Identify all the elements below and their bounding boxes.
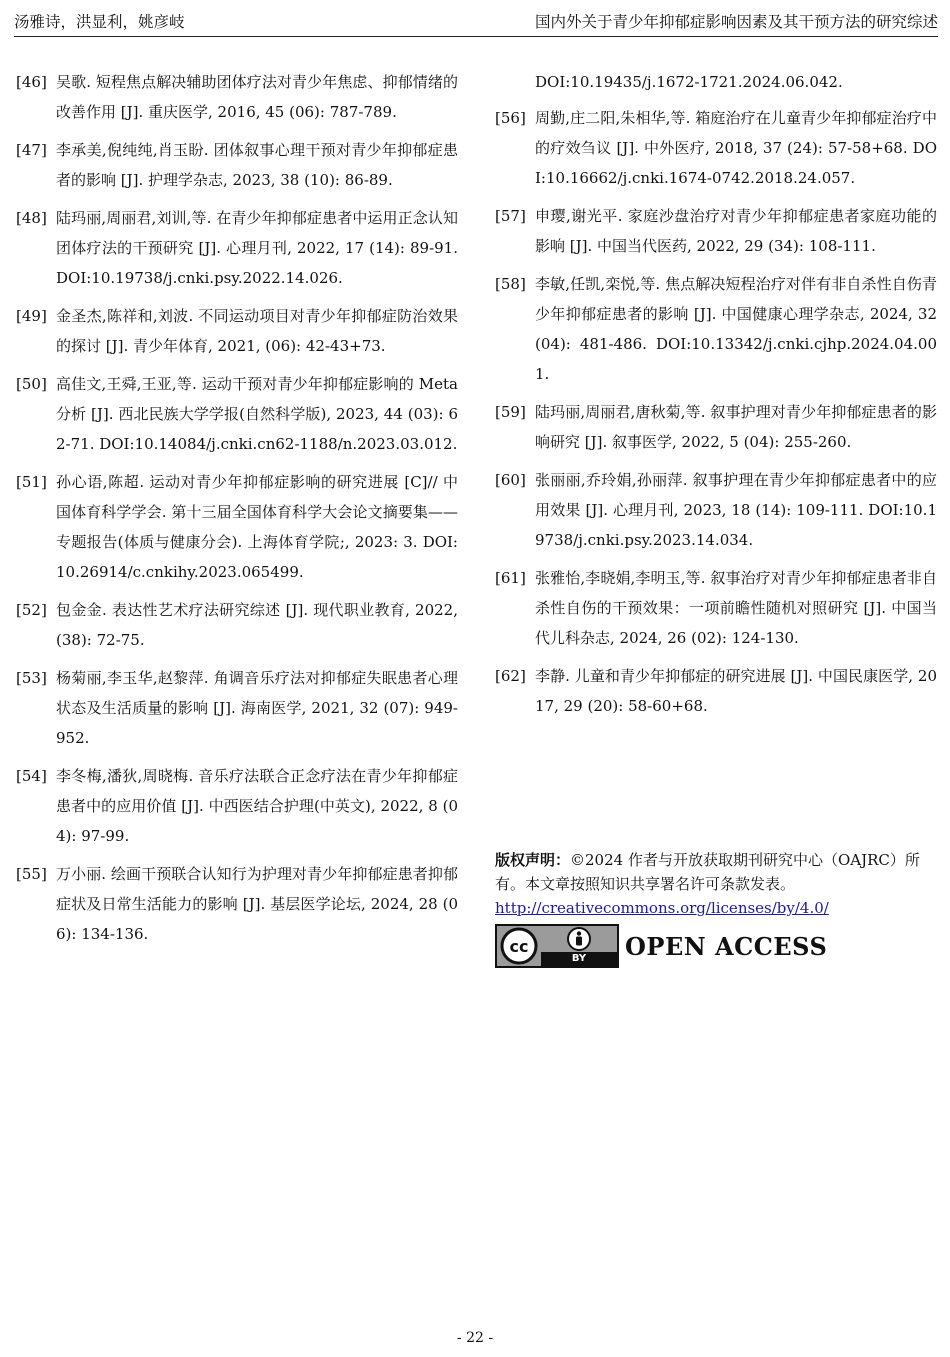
reference-number: [52] (16, 601, 47, 619)
reference-text: 李承美,倪纯纯,肖玉盼. 团体叙事心理干预对青少年抑郁症患者的影响 [J]. 护理学杂志, 2023, 38 (10): 86-89. (56, 141, 458, 189)
header-authors: 汤雅诗，洪显利，姚彦岐 (14, 13, 185, 31)
cc-by-badge[interactable] (495, 924, 619, 968)
reference-item (16, 203, 458, 293)
reference-item (495, 201, 937, 261)
reference-item (495, 563, 937, 653)
reference-number: [62] (495, 667, 526, 685)
reference-item (16, 595, 458, 655)
open-access-label: OPEN ACCESS (625, 931, 828, 961)
reference-number: [51] (16, 473, 47, 491)
reference-text: 杨菊丽,李玉华,赵黎萍. 角调音乐疗法对抑郁症失眠患者心理状态及生活质量的影响 [J]. 海南医学, 2021, 32 (07): 949-952. (56, 669, 458, 747)
by-panel (541, 926, 617, 966)
reference-number: [46] (16, 73, 47, 91)
by-label: BY (571, 953, 587, 964)
reference-text: 包金金. 表达性艺术疗法研究综述 [J]. 现代职业教育, 2022, (38): 72-75. (56, 601, 458, 649)
reference-number: [55] (16, 865, 47, 883)
reference-item (495, 397, 937, 457)
reference-item (16, 859, 458, 949)
reference-number: [57] (495, 207, 526, 225)
reference-text: 孙心语,陈超. 运动对青少年抑郁症影响的研究进展 [C]// 中国体育科学学会. 第十三届全国体育科学大会论文摘要集——专题报告(体质与健康分会). 上海体育学院;, 2023: 3. DOI:10.26914/c.cnkihy.2023.065499. (56, 473, 458, 581)
reference-item (16, 369, 458, 459)
copyright-notice (495, 848, 937, 920)
references-left-column (16, 67, 458, 957)
reference-item (16, 761, 458, 851)
reference-item (495, 661, 937, 721)
reference-number: [47] (16, 141, 47, 159)
reference-text: 申璎,谢光平. 家庭沙盘治疗对青少年抑郁症患者家庭功能的影响 [J]. 中国当代医药, 2022, 29 (34): 108-111. (535, 207, 937, 255)
reference-number: [54] (16, 767, 47, 785)
reference-number: [60] (495, 471, 526, 489)
reference-text: 李冬梅,潘狄,周晓梅. 音乐疗法联合正念疗法在青少年抑郁症患者中的应用价值 [J]. 中西医结合护理(中英文), 2022, 8 (04): 97-99. (56, 767, 458, 845)
reference-text: 李静. 儿童和青少年抑郁症的研究进展 [J]. 中国民康医学, 2017, 29 (20): 58-60+68. (535, 667, 937, 715)
references-right-column (495, 67, 937, 729)
reference-number: [58] (495, 275, 526, 293)
references-right-list (495, 103, 937, 721)
copyright-text: ©2024 作者与开放获取期刊研究中心（OAJRC）所有。本文章按照知识共享署名许可条款发表。 (495, 851, 920, 893)
reference-number: [61] (495, 569, 526, 587)
open-access-row (495, 924, 827, 968)
reference-number: [56] (495, 109, 526, 127)
reference-item (495, 103, 937, 193)
reference-number: [59] (495, 403, 526, 421)
reference-text: 陆玛丽,周丽君,唐秋菊,等. 叙事护理对青少年抑郁症患者的影响研究 [J]. 叙事医学, 2022, 5 (04): 255-260. (535, 403, 937, 451)
reference-text: 陆玛丽,周丽君,刘训,等. 在青少年抑郁症患者中运用正念认知团体疗法的干预研究 [J]. 心理月刊, 2022, 17 (14): 89-91. DOI:10.19738/j.cnki.psy.2022.14.026. (56, 209, 458, 287)
reference-item (16, 135, 458, 195)
reference-text: 吴歌. 短程焦点解决辅助团体疗法对青少年焦虑、抑郁情绪的改善作用 [J]. 重庆医学, 2016, 45 (06): 787-789. (56, 73, 458, 121)
reference-number: [50] (16, 375, 47, 393)
running-header (14, 10, 938, 37)
reference-text: 张雅怡,李晓娟,李明玉,等. 叙事治疗对青少年抑郁症患者非自杀性自伤的干预效果：一项前瞻性随机对照研究 [J]. 中国当代儿科杂志, 2024, 26 (02): 124-130. (535, 569, 937, 647)
attribution-person-icon (541, 926, 617, 952)
reference-item (16, 67, 458, 127)
reference-item (16, 301, 458, 361)
reference-text: 周勤,庄二阳,朱相华,等. 箱庭治疗在儿童青少年抑郁症治疗中的疗效刍议 [J]. 中外医疗, 2018, 37 (24): 57-58+68. DOI:10.16662/j.cnki.1674-0742.2018.24.057. (535, 109, 937, 187)
header-title: 国内外关于青少年抑郁症影响因素及其干预方法的研究综述 (534, 13, 938, 31)
reference-text: 金圣杰,陈祥和,刘波. 不同运动项目对青少年抑郁症防治效果的探讨 [J]. 青少年体育, 2021, (06): 42-43+73. (56, 307, 458, 355)
cc-icon (497, 926, 541, 966)
reference-text: 张丽丽,乔玲娟,孙丽萍. 叙事护理在青少年抑郁症患者中的应用效果 [J]. 心理月刊, 2023, 18 (14): 109-111. DOI:10.19738/j.cnki.psy.2023.14.034. (535, 471, 937, 549)
reference-text: 万小丽. 绘画干预联合认知行为护理对青少年抑郁症患者抑郁症状及日常生活能力的影响 [J]. 基层医学论坛, 2024, 28 (06): 134-136. (56, 865, 458, 943)
copyright-label: 版权声明： (495, 851, 571, 869)
reference-text: 李敏,任凯,栾悦,等. 焦点解决短程治疗对伴有非自杀性自伤青少年抑郁症患者的影响 [J]. 中国健康心理学杂志, 2024, 32 (04): 481-486. DOI:10.13342/j.cnki.cjhp.2024.04.001. (535, 275, 937, 383)
reference-item (495, 465, 937, 555)
reference-number: [53] (16, 669, 47, 687)
reference-number: [49] (16, 307, 47, 325)
reference-number: [48] (16, 209, 47, 227)
cc-icon-text: cc (509, 937, 529, 956)
license-link[interactable]: http://creativecommons.org/licenses/by/4.0/ (495, 899, 829, 917)
reference-item (16, 467, 458, 587)
page-number: - 22 - (456, 1330, 494, 1346)
reference-continuation: DOI:10.19435/j.1672-1721.2024.06.042. (535, 73, 843, 91)
reference-item (16, 663, 458, 753)
reference-text: 高佳文,王舜,王亚,等. 运动干预对青少年抑郁症影响的 Meta 分析 [J]. 西北民族大学学报(自然科学版), 2023, 44 (03): 62-71. DOI:10.14084/j.cnki.cn62-1188/n.2023.03.012. (56, 375, 458, 453)
reference-item (495, 269, 937, 389)
